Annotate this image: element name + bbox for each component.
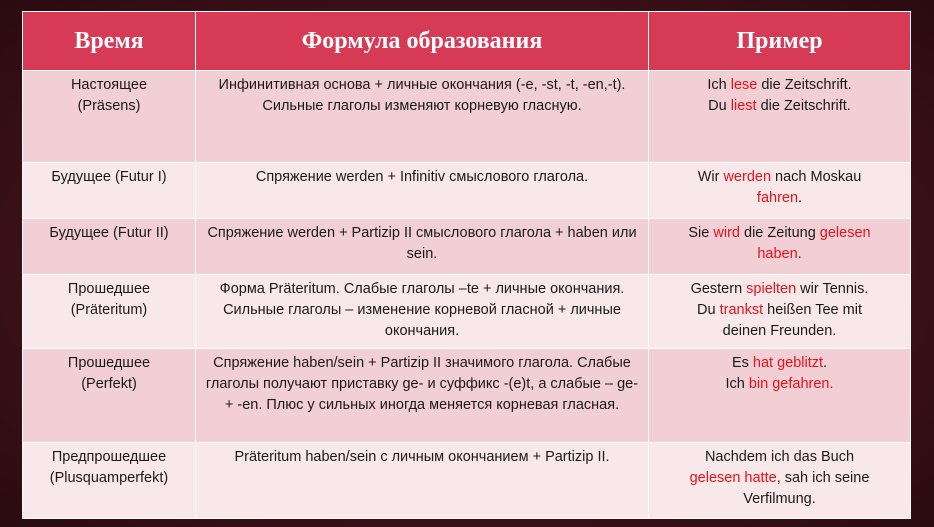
highlighted-verb: haben (757, 246, 798, 262)
example-line (657, 96, 902, 117)
highlighted-verb: gelesen (819, 225, 871, 241)
header-row (23, 12, 911, 71)
example-line (657, 321, 902, 342)
highlighted-verb: bin gefahren. (748, 376, 834, 392)
tense-line: (Plusquamperfekt) (49, 470, 169, 486)
example-text: , sah ich seine (776, 470, 870, 486)
highlighted-verb: spielten (746, 281, 797, 297)
tense-line: (Perfekt) (81, 376, 137, 392)
example-cell (649, 275, 911, 349)
tense-line: Настоящее (70, 77, 148, 93)
example-text: Du (708, 98, 731, 114)
example-line (657, 489, 902, 510)
example-cell (649, 443, 911, 519)
example-text: Ich (707, 77, 731, 93)
highlighted-verb: werden (723, 169, 772, 185)
table-body (23, 71, 911, 519)
example-cell (649, 219, 911, 275)
example-line (657, 223, 902, 244)
table-row (23, 163, 911, 219)
example-text: deinen Freunden. (722, 323, 837, 339)
example-cell (649, 349, 911, 443)
example-text: die Zeitung (739, 225, 820, 241)
formula-cell: Форма Präteritum. Слабые глаголы –te + личные окончания. Сильные глаголы – изменение корневой гласной + личные окончания. (196, 275, 649, 349)
tense-cell (23, 71, 196, 163)
example-text: Verfilmung. (743, 491, 816, 507)
tense-cell (23, 163, 196, 219)
example-text: . (823, 355, 828, 371)
example-text: nach Moskau (771, 169, 862, 185)
highlighted-verb: gelesen hatte (689, 470, 777, 486)
tense-cell (23, 219, 196, 275)
example-line (657, 244, 902, 265)
example-text: wir Tennis. (796, 281, 869, 297)
example-line (657, 300, 902, 321)
example-text: Ich (725, 376, 749, 392)
header-example: Пример (649, 12, 911, 71)
table-row (23, 219, 911, 275)
tense-line: Предпрошедшее (51, 449, 167, 465)
example-text: Nachdem ich das Buch (704, 449, 855, 465)
tense-line: Прошедшее (67, 281, 151, 297)
highlighted-verb: trankst (719, 302, 764, 318)
example-text: Gestern (690, 281, 747, 297)
example-line (657, 353, 902, 374)
highlighted-verb: liest (730, 98, 757, 114)
example-text: . (797, 246, 802, 262)
example-text: Wir (697, 169, 724, 185)
table-row (23, 275, 911, 349)
example-line (657, 167, 902, 188)
highlighted-verb: lese (730, 77, 758, 93)
table-row (23, 443, 911, 519)
example-line (657, 279, 902, 300)
header-formula: Формула образования (196, 12, 649, 71)
header-time: Время (23, 12, 196, 71)
tense-cell (23, 443, 196, 519)
example-text: . (798, 190, 803, 206)
highlighted-verb: wird (713, 225, 740, 241)
tense-line: (Präsens) (77, 98, 141, 114)
example-line (657, 374, 902, 395)
tense-line: Прошедшее (67, 355, 151, 371)
example-text: Es (731, 355, 753, 371)
example-text: heißen Tee mit (763, 302, 862, 318)
example-line (657, 75, 902, 96)
formula-cell: Спряжение werden + Partizip II смыслового глагола + haben или sein. (196, 219, 649, 275)
tense-line: (Präteritum) (70, 302, 148, 318)
table-row (23, 349, 911, 443)
example-text: Sie (688, 225, 714, 241)
tense-cell (23, 275, 196, 349)
formula-cell: Инфинитивная основа + личные окончания (-e, -st, -t, -en,-t). Сильные глаголы изменяют корневую гласную. (196, 71, 649, 163)
highlighted-verb: fahren (756, 190, 799, 206)
tense-cell (23, 349, 196, 443)
grammar-table-slide (22, 11, 910, 517)
formula-cell: Спряжение werden + Infinitiv смыслового глагола. (196, 163, 649, 219)
tense-line: Будущее (Futur I) (51, 169, 167, 185)
example-line (657, 188, 902, 209)
example-text: die Zeitschrift. (756, 98, 851, 114)
formula-cell: Спряжение haben/sein + Partizip II значимого глагола. Слабые глаголы получают приставку ge- и суффикс -(e)t, а слабые – ge- + -en. Плюс у сильных иногда меняется корневая гласная. (196, 349, 649, 443)
example-line (657, 447, 902, 468)
example-text: die Zeitschrift. (757, 77, 852, 93)
example-line (657, 468, 902, 489)
formula-cell: Präteritum haben/sein с личным окончанием + Partizip II. (196, 443, 649, 519)
example-text: Du (697, 302, 720, 318)
tense-line: Будущее (Futur II) (49, 225, 169, 241)
highlighted-verb: hat geblitzt (752, 355, 824, 371)
example-cell (649, 163, 911, 219)
example-cell (649, 71, 911, 163)
tense-table (22, 11, 911, 519)
table-row (23, 71, 911, 163)
